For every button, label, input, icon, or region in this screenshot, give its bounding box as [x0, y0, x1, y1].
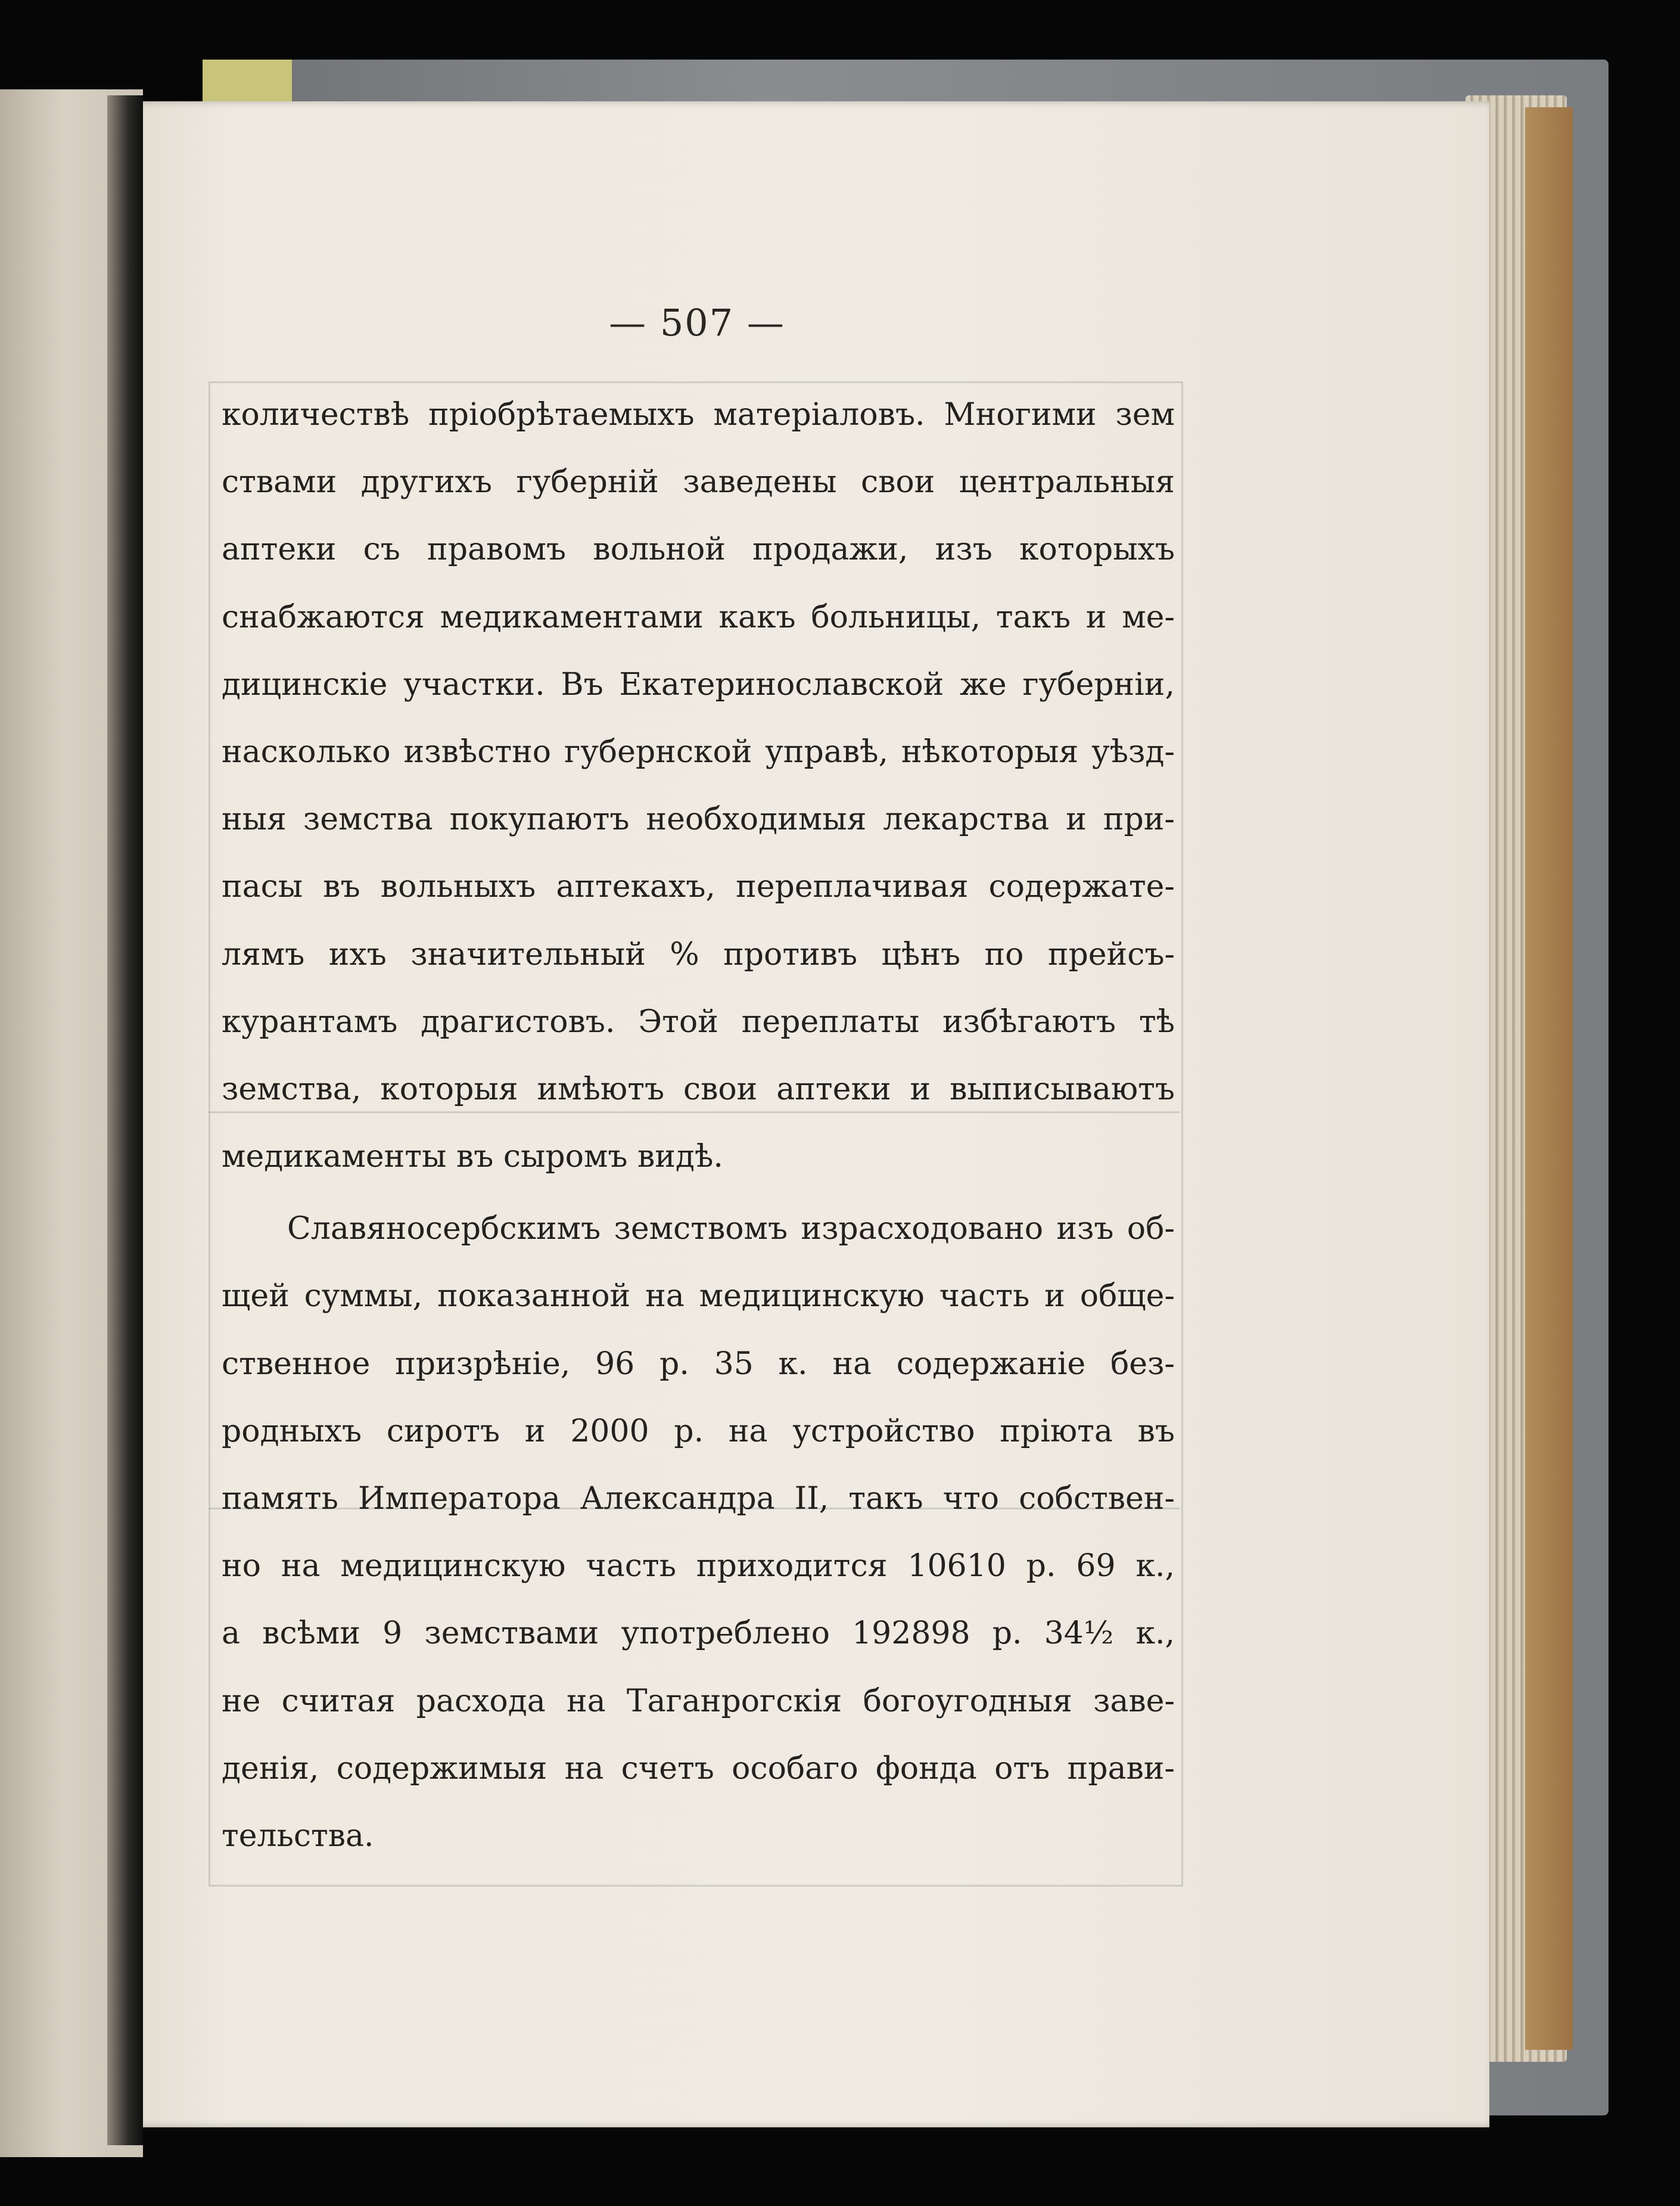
text-line: курантамъ драгистовъ. Этой переплаты избѣгаютъ тѣ: [222, 1003, 1175, 1040]
text-line: земства, которыя имѣютъ свои аптеки и выписываютъ: [222, 1071, 1175, 1107]
text-line: ныя земства покупаютъ необходимыя лекарства и при-: [222, 801, 1175, 838]
paragraph-1: [222, 381, 1175, 1191]
text-line: дицинскіе участки. Въ Екатеринославской же губерніи,: [222, 666, 1175, 703]
page-block-edge-shadow: [1525, 107, 1573, 2050]
text-line: щей суммы, показанной на медицинскую часть и обще-: [222, 1278, 1175, 1315]
body-text: [222, 381, 1175, 1870]
text-line: память Императора Александра II, такъ что собствен-: [222, 1481, 1175, 1517]
text-line: денія, содержимыя на счетъ особаго фонда отъ прави-: [222, 1750, 1175, 1786]
text-line: Славяносербскимъ земствомъ израсходовано изъ об-: [287, 1211, 1175, 1247]
text-line: количествѣ пріобрѣтаемыхъ матеріаловъ. Многими зем: [222, 397, 1175, 433]
book-gutter: [107, 95, 143, 2145]
text-line: ственное призрѣніе, 96 р. 35 к. на содержаніе без-: [222, 1346, 1175, 1382]
text-line: насколько извѣстно губернской управѣ, нѣкоторыя уѣзд-: [222, 734, 1175, 770]
paragraph-gap: [222, 1191, 1175, 1195]
text-line: ствами другихъ губерній заведены свои центральныя: [222, 464, 1175, 501]
text-line: аптеки съ правомъ вольной продажи, изъ которыхъ: [222, 532, 1175, 568]
text-line: а всѣми 9 земствами употреблено 192898 р. 34½ к.,: [222, 1615, 1175, 1652]
text-line: лямъ ихъ значительный % противъ цѣнъ по прейсъ-: [222, 936, 1175, 972]
text-line: снабжаются медикаментами какъ больницы, такъ и ме-: [222, 599, 1175, 635]
text-line: но на медицинскую часть приходится 10610 р. 69 к.,: [222, 1548, 1175, 1584]
text-line: тельства.: [222, 1817, 374, 1854]
paragraph-2: [222, 1195, 1175, 1870]
text-line: медикаменты въ сыромъ видѣ.: [222, 1139, 723, 1175]
text-line: родныхъ сиротъ и 2000 р. на устройство пріюта въ: [222, 1413, 1175, 1449]
page-number: — 507 —: [609, 301, 785, 344]
text-line: пасы въ вольныхъ аптекахъ, переплачивая содержате-: [222, 869, 1175, 905]
text-line: не считая расхода на Таганрогскія богоугодныя заве-: [222, 1683, 1175, 1719]
